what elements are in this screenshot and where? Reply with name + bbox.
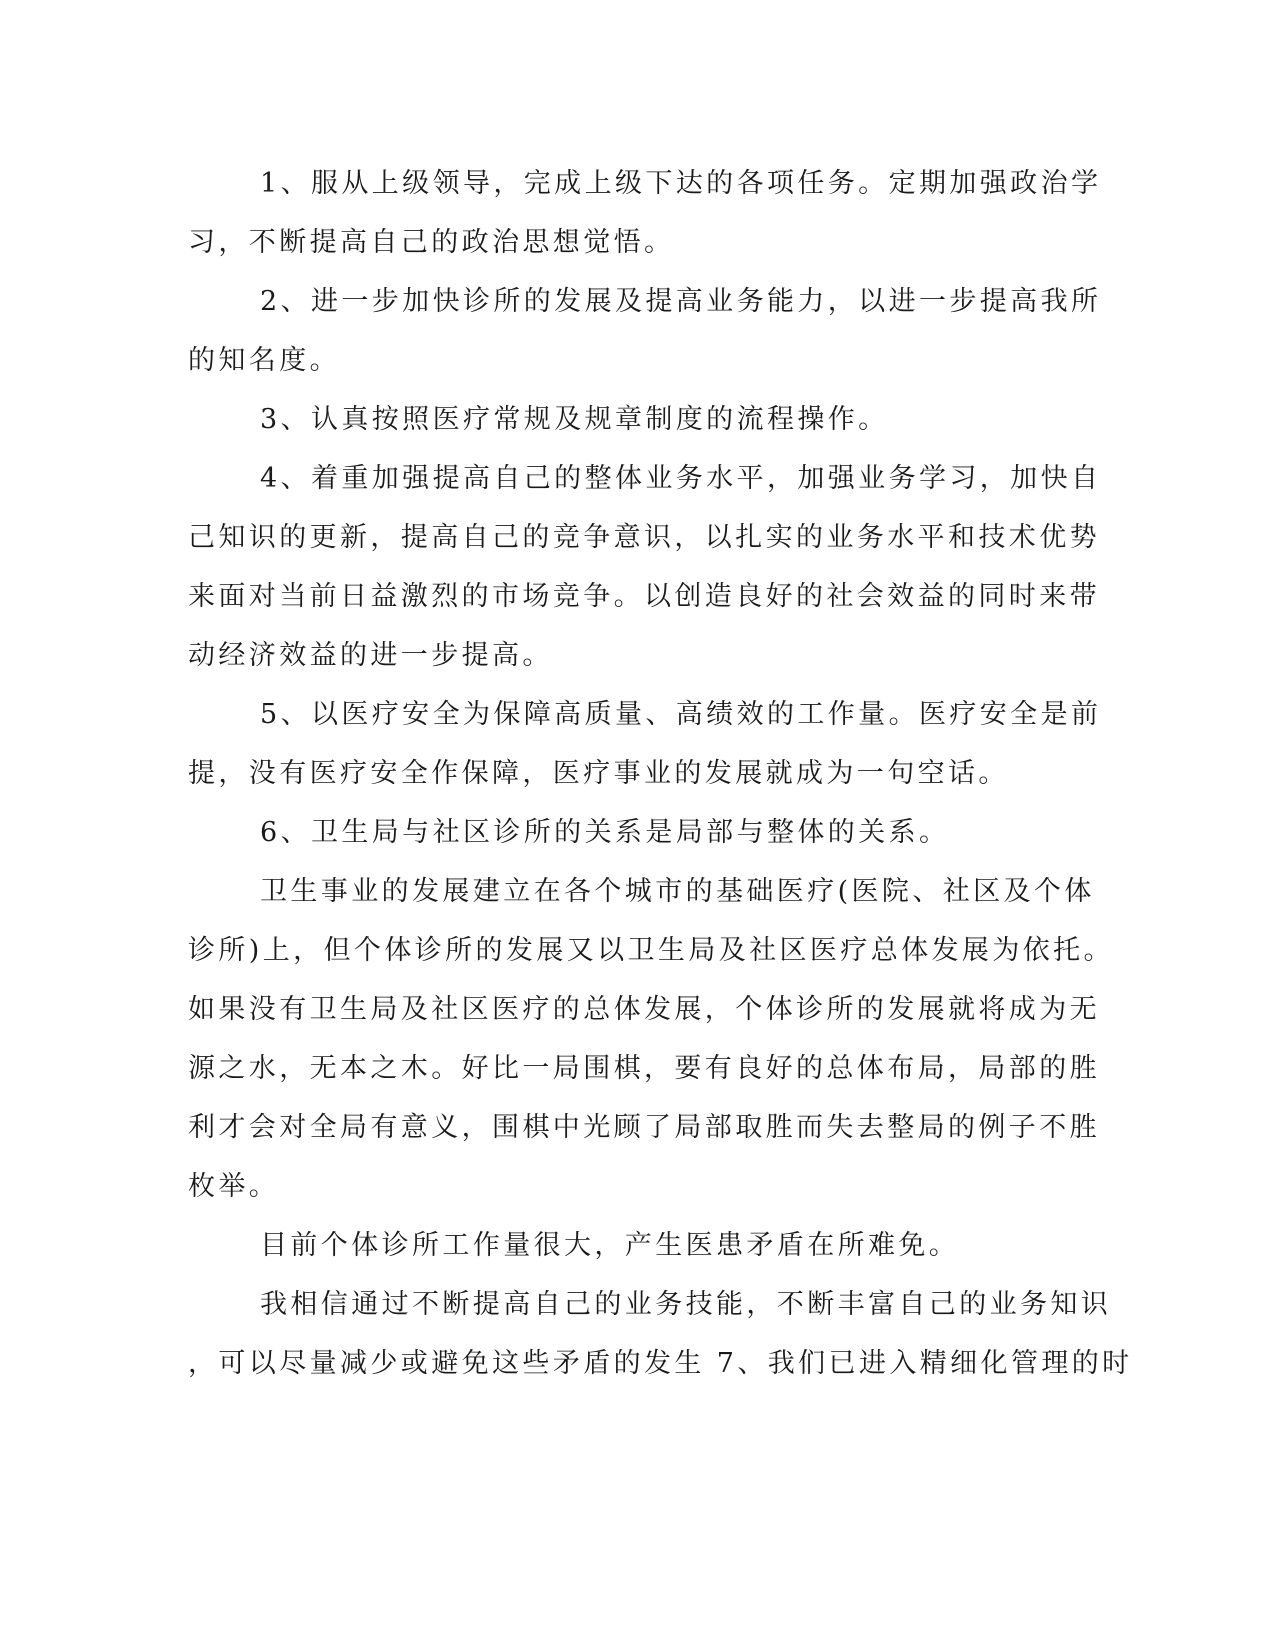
paragraph-7-line-2: 诊所)上，但个体诊所的发展又以卫生局及社区医疗总体发展为依托。 xyxy=(188,935,1114,966)
paragraph-2-line-1: 2、进一步加快诊所的发展及提高业务能力，以进一步提高我所 xyxy=(260,286,1102,317)
paragraph-7-line-6: 枚举。 xyxy=(188,1171,280,1202)
paragraph-7-line-1: 卫生事业的发展建立在各个城市的基础医疗(医院、社区及个体 xyxy=(260,876,1095,907)
paragraph-7-line-4: 源之水，无本之木。好比一局围棋，要有良好的总体布局，局部的胜 xyxy=(188,1053,1100,1084)
paragraph-5-line-1: 5、以医疗安全为保障高质量、高绩效的工作量。医疗安全是前 xyxy=(260,699,1102,730)
paragraph-4-line-4: 动经济效益的进一步提高。 xyxy=(188,640,553,671)
paragraph-7-line-5: 利才会对全局有意义，围棋中光顾了局部取胜而失去整局的例子不胜 xyxy=(188,1112,1100,1143)
paragraph-2-line-2: 的知名度。 xyxy=(188,345,340,376)
paragraph-9-line-2: ，可以尽量减少或避免这些矛盾的发生 7、我们已进入精细化管理的时 xyxy=(188,1348,1133,1379)
paragraph-4-line-1: 4、着重加强提高自己的整体业务水平，加强业务学习，加快自 xyxy=(260,463,1102,494)
paragraph-4-line-2: 己知识的更新，提高自己的竞争意识，以扎实的业务水平和技术优势 xyxy=(188,522,1100,553)
paragraph-1-line-1: 1、服从上级领导，完成上级下达的各项任务。定期加强政治学 xyxy=(260,168,1102,199)
paragraph-1-line-2: 习，不断提高自己的政治思想觉悟。 xyxy=(188,227,675,258)
paragraph-6-line-1: 6、卫生局与社区诊所的关系是局部与整体的关系。 xyxy=(260,817,950,848)
paragraph-9-line-1: 我相信通过不断提高自己的业务技能，不断丰富自己的业务知识 xyxy=(260,1289,1112,1320)
paragraph-8-line-1: 目前个体诊所工作量很大，产生医患矛盾在所难免。 xyxy=(260,1230,960,1261)
paragraph-5-line-2: 提，没有医疗安全作保障，医疗事业的发展就成为一句空话。 xyxy=(188,758,1009,789)
paragraph-7-line-3: 如果没有卫生局及社区医疗的总体发展，个体诊所的发展就将成为无 xyxy=(188,994,1100,1025)
paragraph-4-line-3: 来面对当前日益激烈的市场竞争。以创造良好的社会效益的同时来带 xyxy=(188,581,1100,612)
paragraph-3-line-1: 3、认真按照医疗常规及规章制度的流程操作。 xyxy=(260,404,889,435)
